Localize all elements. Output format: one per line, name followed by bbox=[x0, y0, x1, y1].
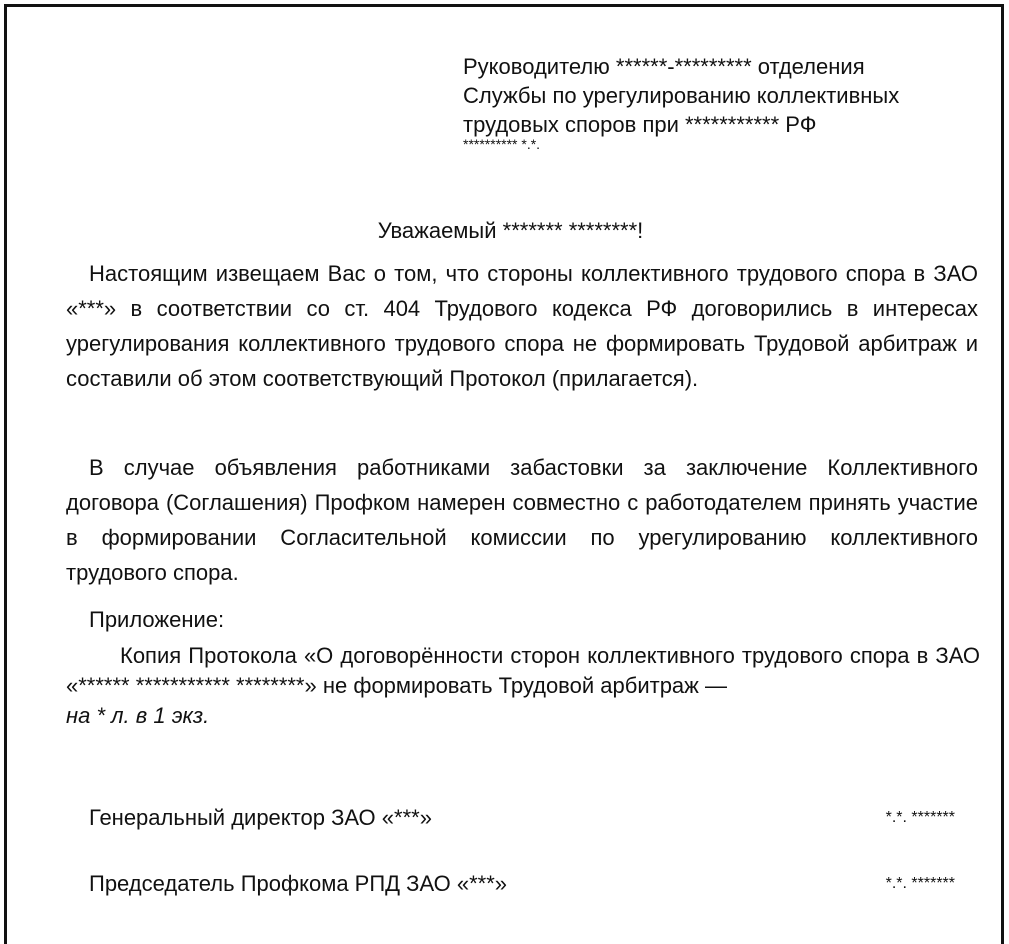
paragraph-2: В случае объявления работниками забастовки за заключение Коллективного договора (Соглашения) Профком намерен совместно с работодателем принять участие в формировании Согласительной комиссии по урегулированию коллективного трудового спора. bbox=[66, 455, 978, 585]
appendix-text bbox=[66, 641, 980, 731]
paragraph-1: Настоящим извещаем Вас о том, что стороны коллективного трудового спора в ЗАО «***» в соответствии со ст. 404 Трудового кодекса РФ договорились в интересах урегулирования коллективного трудового спора не формировать Трудовой арбитраж и составили об этом соответствующий Протокол (прилагается). bbox=[66, 261, 978, 391]
addressee-line-2: Службы по урегулированию коллективных bbox=[463, 83, 900, 108]
addressee-block bbox=[463, 52, 899, 157]
paragraph-2-block bbox=[66, 450, 978, 590]
signature-name: *.*. ******* bbox=[885, 809, 955, 826]
addressee-line-3: трудовых споров при *********** РФ bbox=[463, 112, 817, 137]
addressee-line-1: Руководителю ******-********* отделения bbox=[463, 54, 865, 79]
addressee-name: ********** *.*. bbox=[463, 136, 541, 152]
signature-name: *.*. ******* bbox=[885, 875, 955, 892]
appendix-label: Приложение: bbox=[89, 607, 225, 632]
paragraph-1-block bbox=[66, 256, 978, 396]
signature-role: Председатель Профкома РПД ЗАО «***» bbox=[89, 871, 508, 896]
signature-role: Генеральный директор ЗАО «***» bbox=[89, 805, 432, 830]
salutation: Уважаемый ******* ********! bbox=[377, 218, 644, 243]
appendix-page-count: на * л. в 1 экз. bbox=[66, 703, 210, 728]
appendix-description: Копия Протокола «О договорённости сторон коллективного трудового спора в ЗАО «****** *********** ********» не формировать Трудовой арбитраж — bbox=[66, 643, 980, 698]
